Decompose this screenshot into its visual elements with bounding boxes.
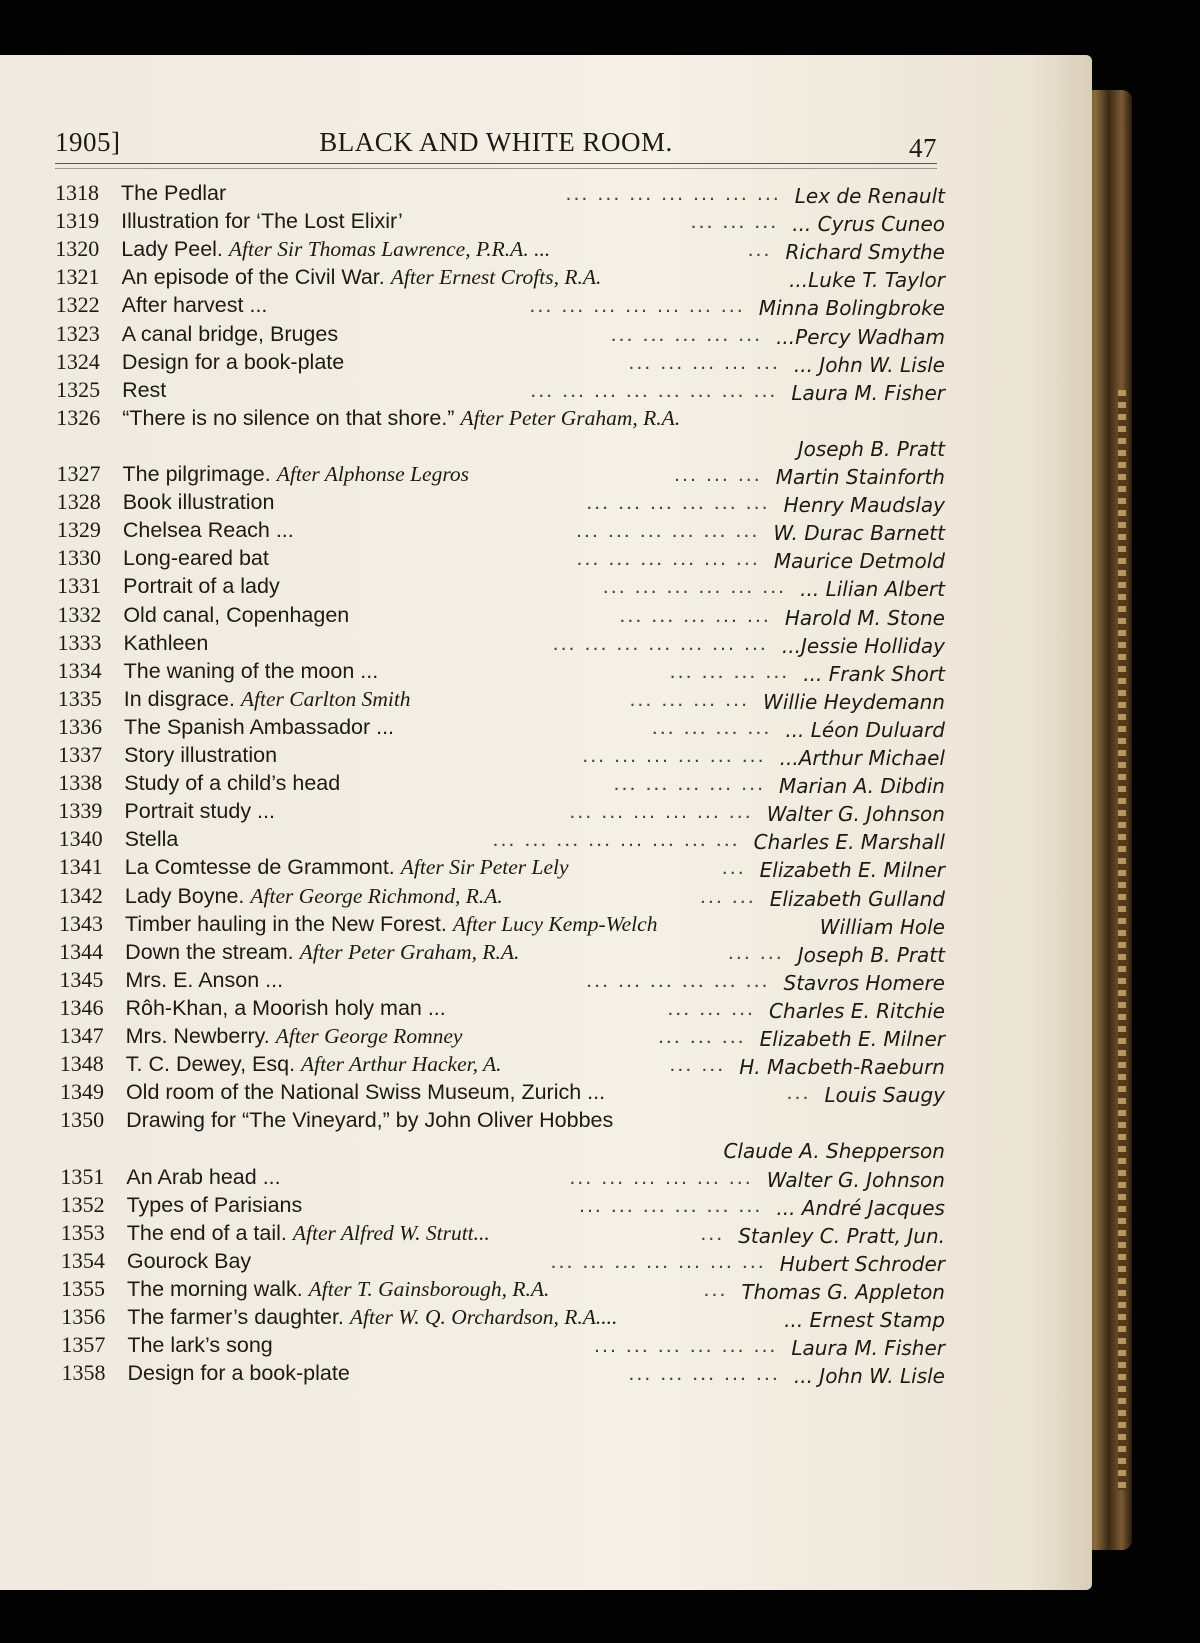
entry-row bbox=[58, 769, 945, 797]
entry-row bbox=[58, 741, 945, 769]
entry-text bbox=[122, 320, 338, 348]
entry-after-credit: After George Romney bbox=[275, 1024, 463, 1048]
entry-artist: Joseph B. Pratt bbox=[797, 436, 945, 461]
entry-title: After harvest ... bbox=[121, 293, 268, 318]
entry-row bbox=[55, 179, 945, 207]
entry-row bbox=[60, 1050, 945, 1078]
entry-number: 1352 bbox=[60, 1191, 105, 1217]
entry-row bbox=[59, 910, 945, 938]
entry-row bbox=[56, 404, 945, 432]
entry-title: Mrs. Newberry. bbox=[125, 1024, 270, 1048]
entry-title: An episode of the Civil War. bbox=[121, 265, 385, 290]
entry-text bbox=[124, 657, 379, 685]
entry-row bbox=[58, 713, 945, 741]
entry-text bbox=[123, 488, 275, 516]
entry-text bbox=[125, 882, 503, 910]
entry-number: 1322 bbox=[55, 292, 100, 318]
entry-title: Kathleen bbox=[123, 630, 209, 655]
entry-number: 1351 bbox=[60, 1163, 105, 1189]
entry-text bbox=[123, 601, 349, 629]
entry-artist: W. Durac Barnett bbox=[773, 521, 945, 546]
entry-number: 1346 bbox=[59, 994, 104, 1020]
entry-number: 1329 bbox=[56, 517, 101, 543]
leader-dots: ... ... ... ... ... ... ... ... bbox=[492, 827, 740, 852]
entry-number: 1338 bbox=[58, 770, 103, 796]
entry-row bbox=[57, 488, 945, 516]
entry-row bbox=[60, 1106, 945, 1134]
entry-title: “There is no silence on that shore.” bbox=[122, 405, 455, 430]
entry-artist: ... John W. Lisle bbox=[793, 352, 945, 377]
entry-text bbox=[128, 1359, 350, 1387]
entry-text bbox=[127, 1275, 549, 1303]
entry-row bbox=[60, 1134, 945, 1162]
entry-text bbox=[124, 685, 411, 713]
entry-row bbox=[59, 966, 945, 994]
entry-row bbox=[61, 1275, 945, 1303]
entry-row bbox=[59, 994, 945, 1022]
entry-artist: Harold M. Stone bbox=[784, 605, 945, 630]
entry-title: A canal bridge, Bruges bbox=[121, 321, 339, 346]
entry-text bbox=[126, 1022, 463, 1050]
entry-title: The Spanish Ambassador ... bbox=[123, 714, 395, 739]
entry-after-credit: After Lucy Kemp-Welch bbox=[452, 911, 658, 936]
leader-dots: ... ... ... bbox=[657, 1024, 746, 1048]
entry-artist: H. Macbeth-Raeburn bbox=[739, 1055, 945, 1080]
leader-dots: ... ... ... ... ... bbox=[613, 771, 766, 796]
entry-artist: Henry Maudslay bbox=[783, 493, 945, 518]
entry-title: Study of a child’s head bbox=[124, 771, 341, 796]
leader-dots: ... bbox=[700, 1220, 725, 1245]
entry-row bbox=[56, 376, 945, 404]
entry-number: 1342 bbox=[58, 882, 103, 908]
entry-row bbox=[57, 572, 945, 600]
entry-number: 1320 bbox=[55, 236, 100, 262]
leader-dots: ... ... ... ... ... ... ... bbox=[550, 1248, 766, 1273]
entry-text bbox=[125, 966, 283, 994]
entry-number: 1341 bbox=[58, 854, 103, 880]
entry-title: Portrait study ... bbox=[124, 799, 275, 824]
leader-dots: ... ... ... ... ... ... ... bbox=[552, 630, 768, 655]
entry-title: Book illustration bbox=[122, 490, 275, 515]
entry-artist: ... Ernest Stamp bbox=[784, 1308, 945, 1332]
entry-title: Gourock Bay bbox=[126, 1248, 252, 1273]
entry-row bbox=[62, 1359, 945, 1387]
entry-number: 1327 bbox=[56, 461, 101, 486]
entry-row bbox=[58, 797, 945, 825]
entry-row bbox=[57, 601, 945, 629]
entry-number: 1319 bbox=[55, 208, 100, 234]
leader-dots: ... ... ... ... ... ... ... ... bbox=[530, 377, 778, 402]
entry-artist: Charles E. Marshall bbox=[753, 830, 945, 855]
entry-text bbox=[127, 1219, 490, 1247]
entry-after-credit: After T. Gainsborough, R.A. bbox=[308, 1276, 550, 1301]
entry-artist: Stanley C. Pratt, Jun. bbox=[738, 1223, 945, 1248]
entry-text bbox=[122, 376, 166, 404]
entry-after-credit: After W. Q. Orchardson, R.A.... bbox=[349, 1305, 618, 1329]
entry-text bbox=[125, 938, 519, 966]
entry-artist: ... Frank Short bbox=[803, 661, 945, 686]
leader-dots: ... ... ... bbox=[690, 209, 779, 234]
entry-number: 1318 bbox=[55, 180, 99, 205]
leader-dots: ... ... ... ... ... ... bbox=[586, 490, 770, 515]
entry-text bbox=[126, 1050, 502, 1078]
leader-dots: ... bbox=[786, 1080, 811, 1105]
entry-title: The waning of the moon ... bbox=[123, 658, 379, 683]
entry-title: Mrs. E. Anson ... bbox=[125, 967, 284, 992]
entry-number: 1345 bbox=[59, 966, 104, 992]
entry-text bbox=[127, 1303, 617, 1331]
entry-text bbox=[121, 235, 550, 263]
entry-number: 1335 bbox=[57, 685, 102, 711]
entry-title: The lark’s song bbox=[127, 1333, 273, 1358]
entry-text bbox=[123, 460, 469, 488]
entry-row bbox=[61, 1247, 945, 1275]
header-year: 1905] bbox=[55, 127, 121, 157]
entry-artist: Maurice Detmold bbox=[773, 549, 945, 574]
entry-artist: Martin Stainforth bbox=[775, 465, 945, 489]
entry-text bbox=[123, 572, 280, 600]
entry-row bbox=[55, 207, 945, 235]
leader-dots: ... ... ... ... ... bbox=[628, 349, 780, 374]
entry-text bbox=[121, 207, 403, 235]
entry-text bbox=[124, 741, 277, 769]
entry-artist: Thomas G. Appleton bbox=[741, 1279, 945, 1304]
running-header bbox=[55, 127, 937, 167]
leader-dots: ... ... ... ... ... ... bbox=[602, 574, 787, 599]
leader-dots: ... ... ... ... ... ... bbox=[576, 546, 760, 571]
leader-dots: ... ... ... ... bbox=[629, 686, 750, 711]
leader-dots: ... ... ... bbox=[674, 462, 762, 486]
entry-row bbox=[60, 1078, 945, 1106]
entry-row bbox=[56, 320, 945, 348]
entry-text bbox=[124, 769, 340, 797]
entry-after-credit: After Alphonse Legros bbox=[276, 462, 470, 486]
entry-artist: ... Cyrus Cuneo bbox=[792, 212, 945, 237]
entry-text bbox=[123, 516, 294, 544]
entry-title: Old room of the National Swiss Museum, Zurich ... bbox=[125, 1080, 606, 1105]
leader-dots: ... bbox=[703, 1276, 728, 1301]
leader-dots: ... ... ... bbox=[667, 995, 756, 1020]
entry-row bbox=[55, 263, 945, 291]
entry-artist: ...Jessie Holliday bbox=[781, 633, 945, 658]
entry-after-credit: After Sir Thomas Lawrence, P.R.A. ... bbox=[228, 237, 551, 262]
entry-text bbox=[125, 910, 657, 938]
entry-title: Lady Peel. bbox=[121, 237, 223, 262]
leader-dots: ... ... ... ... ... ... ... bbox=[565, 181, 781, 205]
entry-number: 1343 bbox=[59, 910, 104, 936]
entry-number: 1350 bbox=[60, 1107, 105, 1133]
entry-row bbox=[57, 544, 945, 572]
entry-artist: ... Lilian Albert bbox=[800, 577, 945, 602]
entry-number: 1321 bbox=[55, 264, 100, 290]
leader-dots: ... ... bbox=[727, 939, 784, 964]
entry-title: The Pedlar bbox=[121, 181, 227, 205]
entry-title: Rest bbox=[122, 377, 167, 402]
entry-artist: ...Luke T. Taylor bbox=[789, 268, 945, 293]
entry-row bbox=[57, 460, 945, 488]
entry-title: Timber hauling in the New Forest. bbox=[125, 911, 447, 936]
page-title: BLACK AND WHITE ROOM. bbox=[319, 127, 673, 157]
leader-dots: ... ... ... ... bbox=[669, 658, 790, 683]
entry-artist: Louis Saugy bbox=[824, 1083, 945, 1108]
entry-title: Illustration for ‘The Lost Elixir’ bbox=[121, 209, 403, 234]
entry-title: Lady Boyne. bbox=[124, 883, 245, 908]
entry-text bbox=[125, 994, 445, 1022]
entry-number: 1334 bbox=[57, 657, 102, 683]
entry-artist: Richard Smythe bbox=[785, 240, 945, 265]
entry-row bbox=[61, 1303, 945, 1331]
entry-artist: Claude A. Shepperson bbox=[723, 1139, 945, 1164]
entry-title: Stella bbox=[124, 827, 179, 852]
entry-title: The farmer’s daughter. bbox=[127, 1305, 344, 1329]
entry-artist: Laura M. Fisher bbox=[791, 380, 945, 405]
entry-artist: Hubert Schroder bbox=[779, 1251, 945, 1276]
entry-number: 1353 bbox=[60, 1219, 105, 1245]
entry-number: 1347 bbox=[59, 1023, 104, 1048]
entry-artist: Charles E. Ritchie bbox=[769, 998, 945, 1023]
entry-artist: ... Léon Duluard bbox=[785, 717, 945, 742]
entry-title: Rôh-Khan, a Moorish holy man ... bbox=[125, 995, 446, 1020]
leader-dots: ... ... ... ... ... bbox=[619, 602, 771, 627]
entry-row bbox=[61, 1219, 945, 1247]
entry-text bbox=[127, 1331, 272, 1359]
book-page bbox=[0, 55, 1092, 1590]
entry-text bbox=[125, 853, 569, 881]
entry-number: 1348 bbox=[59, 1051, 104, 1077]
entry-number: 1344 bbox=[59, 938, 104, 964]
entry-row bbox=[59, 853, 945, 881]
entry-artist: ...Percy Wadham bbox=[776, 324, 945, 349]
entry-row bbox=[57, 516, 945, 544]
entry-number: 1325 bbox=[56, 376, 101, 402]
entry-text bbox=[121, 263, 601, 291]
entry-row bbox=[59, 938, 945, 966]
entry-text bbox=[127, 1191, 303, 1219]
entry-row bbox=[58, 685, 945, 713]
entry-text bbox=[124, 713, 394, 741]
entry-number: 1324 bbox=[55, 348, 100, 374]
entry-row bbox=[56, 348, 945, 376]
leader-dots: ... ... ... ... bbox=[651, 714, 772, 739]
entry-row bbox=[60, 1022, 945, 1050]
leader-dots: ... bbox=[747, 237, 772, 262]
entry-after-credit: After Alfred W. Strutt... bbox=[292, 1220, 490, 1245]
entry-text bbox=[125, 825, 179, 853]
entry-row bbox=[61, 1191, 945, 1219]
leader-dots: ... ... bbox=[669, 1052, 726, 1077]
entry-title: Portrait of a lady bbox=[123, 574, 280, 599]
entry-title: In disgrace. bbox=[123, 686, 235, 711]
entry-text bbox=[122, 291, 268, 319]
entry-number: 1354 bbox=[60, 1247, 105, 1273]
leader-dots: ... ... ... ... ... ... bbox=[582, 743, 766, 767]
entry-artist: Stavros Homere bbox=[783, 970, 945, 995]
entry-text bbox=[123, 544, 269, 572]
leader-dots: ... ... ... ... ... ... ... bbox=[529, 293, 745, 318]
leader-dots: ... bbox=[721, 855, 746, 880]
entry-text bbox=[122, 348, 344, 376]
entry-artist: Willie Heydemann bbox=[763, 689, 945, 714]
entry-after-credit: After George Richmond, R.A. bbox=[250, 883, 503, 908]
entry-title: Design for a book-plate bbox=[121, 349, 345, 374]
entry-number: 1357 bbox=[61, 1332, 106, 1358]
entry-text bbox=[122, 404, 680, 432]
leader-dots: ... ... ... ... ... bbox=[610, 321, 763, 346]
entry-title: The morning walk. bbox=[127, 1276, 303, 1301]
entry-text bbox=[121, 179, 226, 207]
entry-number: 1355 bbox=[61, 1275, 106, 1301]
entry-title: Types of Parisians bbox=[126, 1192, 303, 1217]
leader-dots: ... ... ... ... ... ... bbox=[594, 1333, 778, 1358]
entry-row bbox=[61, 1331, 945, 1359]
leader-dots: ... ... ... ... ... ... bbox=[569, 799, 753, 824]
entry-title: Story illustration bbox=[124, 743, 278, 767]
entry-row bbox=[57, 629, 945, 657]
entry-title: T. C. Dewey, Esq. bbox=[125, 1052, 296, 1077]
entry-text bbox=[127, 1247, 251, 1275]
entry-after-credit: After Carlton Smith bbox=[240, 686, 411, 711]
entry-title: Old canal, Copenhagen bbox=[123, 602, 350, 627]
entry-artist: ... John W. Lisle bbox=[793, 1364, 945, 1389]
entry-text bbox=[126, 1106, 613, 1134]
entry-number: 1328 bbox=[56, 489, 101, 515]
entry-number: 1336 bbox=[57, 713, 102, 739]
entry-artist: Lex de Renault bbox=[794, 184, 945, 208]
entry-title: The end of a tail. bbox=[126, 1220, 287, 1245]
entry-title: Drawing for “The Vineyard,” by John Oliver Hobbes bbox=[126, 1108, 614, 1133]
entry-row bbox=[59, 882, 945, 910]
entry-row bbox=[60, 1163, 945, 1191]
entry-row bbox=[56, 432, 945, 460]
entry-number: 1339 bbox=[58, 798, 103, 824]
entry-text bbox=[126, 1163, 280, 1191]
entry-number: 1331 bbox=[57, 573, 102, 599]
entry-artist: Laura M. Fisher bbox=[791, 1336, 945, 1361]
entry-text bbox=[126, 1078, 605, 1106]
leader-dots: ... ... bbox=[699, 883, 756, 908]
leader-dots: ... ... ... ... ... ... bbox=[569, 1164, 753, 1189]
entry-artist: ...Arthur Michael bbox=[779, 746, 945, 770]
entry-after-credit: After Sir Peter Lely bbox=[400, 855, 569, 880]
entry-title: Design for a book-plate bbox=[127, 1361, 350, 1386]
entry-artist: William Hole bbox=[819, 914, 945, 939]
entry-number: 1330 bbox=[57, 545, 101, 571]
entry-artist: Elizabeth E. Milner bbox=[759, 1027, 945, 1051]
entry-title: Chelsea Reach ... bbox=[122, 518, 294, 543]
entry-artist: Walter G. Johnson bbox=[766, 1167, 945, 1192]
entry-row bbox=[59, 825, 945, 853]
entry-title: The pilgrimage. bbox=[122, 462, 271, 486]
entry-artist: Marian A. Dibdin bbox=[779, 774, 945, 799]
book-spine-ridge bbox=[1118, 390, 1126, 1490]
entry-title: Long-eared bat bbox=[123, 546, 269, 571]
entry-after-credit: After Arthur Hacker, A. bbox=[301, 1052, 502, 1077]
entry-after-credit: After Peter Graham, R.A. bbox=[460, 405, 681, 430]
entry-after-credit: After Ernest Crofts, R.A. bbox=[390, 265, 602, 290]
entry-number: 1358 bbox=[61, 1360, 106, 1386]
entry-text bbox=[124, 797, 275, 825]
entry-number: 1349 bbox=[59, 1079, 104, 1105]
entry-row bbox=[56, 291, 945, 319]
entry-number: 1340 bbox=[58, 826, 103, 852]
entry-number: 1326 bbox=[56, 404, 101, 430]
entry-title: An Arab head ... bbox=[126, 1164, 281, 1189]
header-rule-thin bbox=[55, 168, 937, 169]
entry-artist: Joseph B. Pratt bbox=[797, 942, 945, 967]
leader-dots: ... ... ... ... ... bbox=[628, 1361, 780, 1386]
entry-number: 1332 bbox=[57, 601, 102, 627]
entry-after-credit: After Peter Graham, R.A. bbox=[299, 939, 520, 964]
entry-artist: ... André Jacques bbox=[776, 1195, 945, 1220]
leader-dots: ... ... ... ... ... ... bbox=[575, 518, 760, 543]
entry-artist: Elizabeth Gulland bbox=[769, 886, 945, 911]
entry-row bbox=[55, 235, 945, 263]
entry-number: 1337 bbox=[58, 742, 103, 767]
entry-number: 1333 bbox=[57, 629, 102, 655]
leader-dots: ... ... ... ... ... ... bbox=[578, 1192, 763, 1217]
entry-artist: Minna Bolingbroke bbox=[758, 296, 945, 321]
entry-artist: Walter G. Johnson bbox=[766, 802, 945, 827]
entry-title: Down the stream. bbox=[125, 939, 294, 964]
leader-dots: ... ... ... ... ... ... bbox=[586, 967, 770, 992]
entry-number: 1323 bbox=[55, 320, 100, 346]
entry-row bbox=[58, 657, 945, 685]
page-number: 47 bbox=[909, 133, 937, 163]
entry-number: 1356 bbox=[61, 1304, 106, 1329]
entry-artist: Elizabeth E. Milner bbox=[759, 858, 945, 883]
entry-title: La Comtesse de Grammont. bbox=[124, 855, 395, 880]
header-rule bbox=[55, 163, 937, 164]
entry-text bbox=[123, 629, 208, 657]
